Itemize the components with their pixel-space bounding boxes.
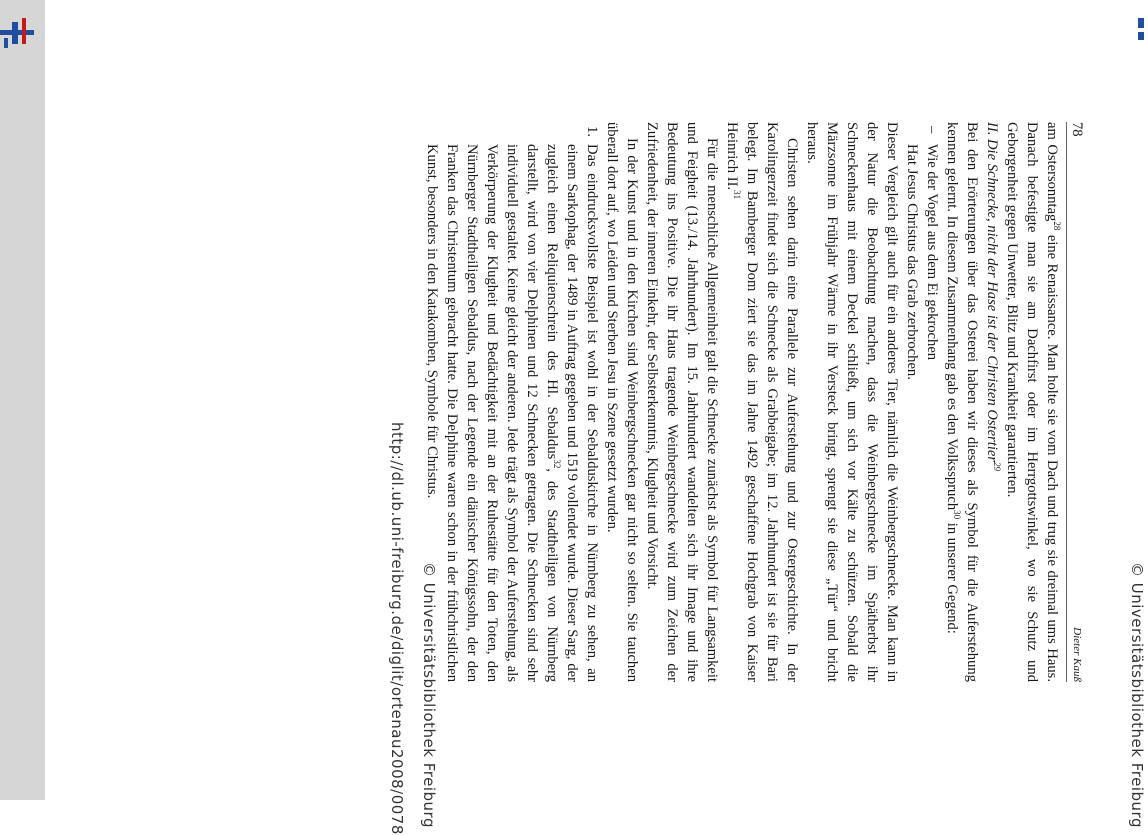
library-logo-fragment-icon [1138,18,1146,42]
section-title: II. Die Schnecke, nicht der Hase ist der Christen Ostertier$^{29}$ [984,122,1002,472]
paragraph-6: In der Kunst und in den Kirchen sind Weinbergschnecken gar nicht so selten. Sie tauchen überall dort auf, wo Leiden und Sterben Jesu in Szene gesetzt wurden. [604,122,640,682]
copyright-caption-right: © Universitätsbibliothek Freiburg [1128,562,1146,828]
list-item-text: Das eindrucksvollste Beispiel ist wohl in der Sebalduskirche in Nürnberg zu sehen, an einem Sarkophag, der 1489 in Auftrag gegeben und 1519 vollendet wurde. Dieser Sarg, der zugleich einen Reliquienschrein des Hl. Sebaldus$^{32}$, des Stadtheiligen von Nürnberg darstellt, wird von vier Delphinen und 12 Schnecken getragen. Die Schnecken sind sehr individuell gestaltet. Keine gleicht der anderen. Jede trägt als Symbol der Auferstehung, als Verkörperung der Klugheit und Bedächtigkeit mit an der Ruhestätte für den Toten, den Nürnberger Stadtheiligen Sebaldus, nach der Legende ein dänischer Königssohn, der den Franken das Christentum gebracht hatte. Die Delphine waren schon in der frühchristlichen Kunst, besonders in den Katakomben, Symbole für Christus. [424,144,600,682]
quote-dash: – [924,126,940,134]
book-page [367,122,1087,682]
running-head-author: Dieter Kauß [1071,627,1083,682]
paragraph-4: Christen sehen darin eine Parallele zur Auferstehung und zur Ostergeschichte. In der Karolingerzeit findet sich die Schnecke als Grabbeigabe; im 12. Jahrhundert ist sie für Bari belegt. Im Bamberger Dom ziert sie das im Jahre 1492 geschaffene Hochgrab von Kaiser Heinrich II.$^{31}$ [724,122,800,682]
viewer-sidebar [0,0,45,800]
library-logo-icon [0,0,40,50]
list-item [422,122,602,682]
paragraph-5: Für die menschliche Allgemeinheit galt die Schnecke zunächst als Symbol für Langsamkeit und Feigheit (13./14. Jahrhundert). Im 15. Jahrhundert wandelten sich ihr Image und ihre Bedeutung ins Positive. Die ihr Haus tragende Weinbergschnecke wird zum Zeichen der Zufriedenheit, der inneren Einkehr, der Selbsterkenntnis, Klugheit und Vorsicht. [644,122,720,682]
copyright-caption: © Universitätsbibliothek Freiburg [420,562,438,828]
quote-line-1: Wie der Vogel aus dem Ei gekrochen [924,144,940,361]
paragraph-1: am Ostersonntag$^{28}$ eine Renaissance. Man holte sie vom Dach und trug sie dreimal ums Haus. Danach befestigte man sie am Dachfirst oder im Herrgottswinkel, wo sie Schutz und Geborgenheit gegen Unwetter, Blitz und Krankheit garantierten. [1004,122,1062,682]
paragraph-3: Dieser Vergleich gilt auch für ein anderes Tier, nämlich die Weinbergschnecke. Man kann in der Natur die Beobachtung machen, dass die Weinbergschnecke im Spätherbst ihr Schneckenhaus mit einem Deckel schließt, um sich vor Kälte zu schützen. Sobald die Märzsonne im Frühjahr Wärme in ihr Versteck bringt, sprengt sie diese „Tür“ und bricht heraus. [804,122,900,682]
paragraph-2: Bei den Erörterungen über das Osterei haben wir dieses als Symbol für die Auferstehung kennen gelernt. In diesem Zusammenhang gab es den Volksspruch$^{30}$ in unserer Gegend: [944,122,980,682]
quote-line-2: Hat Jesus Christus das Grab zerbrochen. [904,144,920,380]
header-rule [1066,122,1067,682]
verse-quote [902,122,942,682]
list-item-number: 1. [584,126,600,137]
page-number: 78 [1069,122,1085,137]
document-url-caption[interactable]: http://dl.ub.uni-freiburg.de/diglit/ortenau2008/0078 [388,422,406,835]
running-head [1069,122,1087,682]
